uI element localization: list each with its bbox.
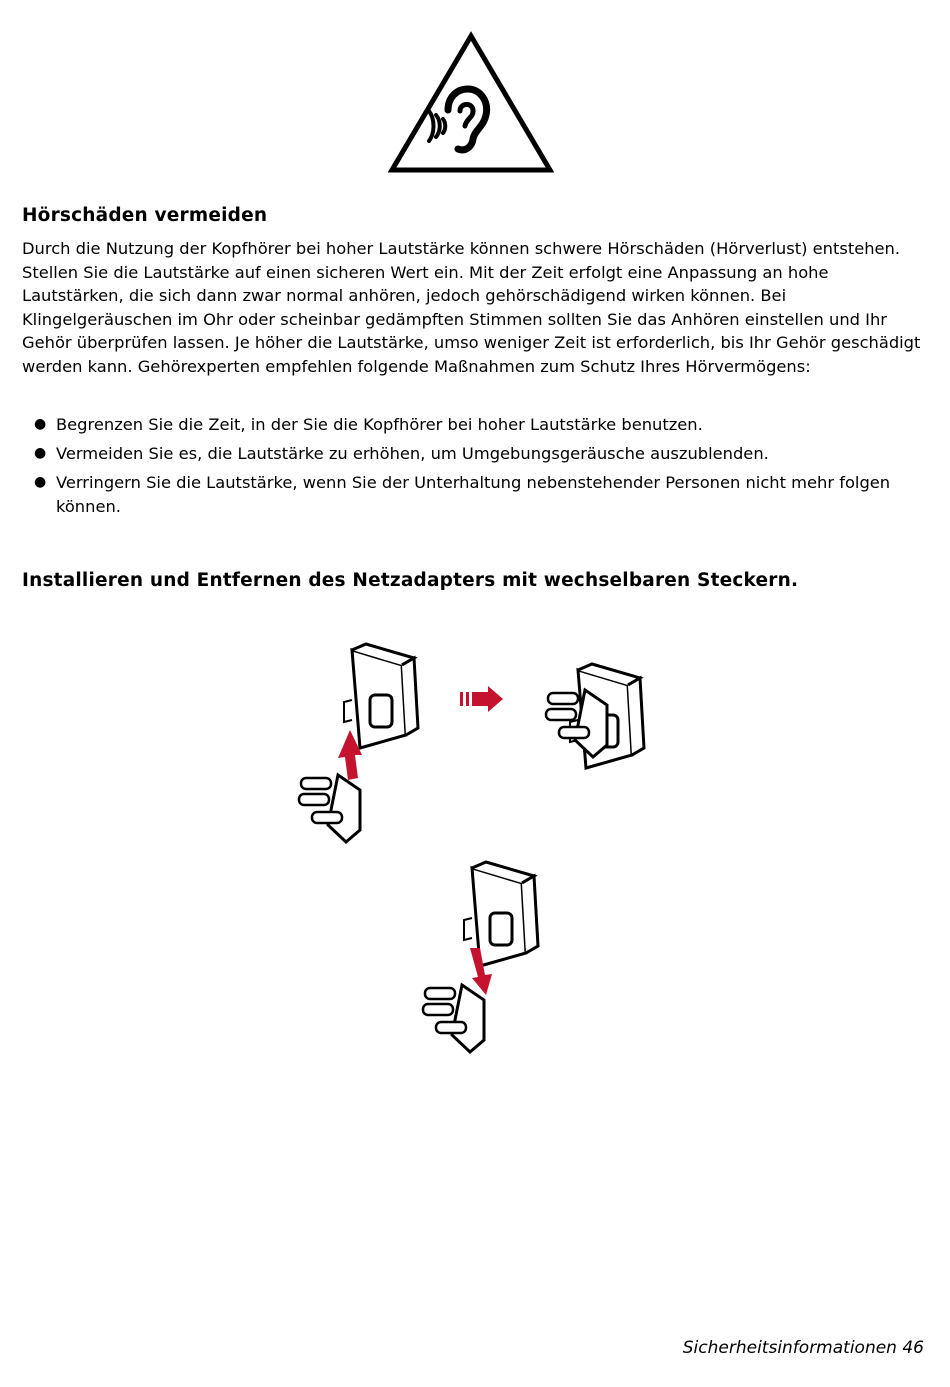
adapter-plug-illustration bbox=[290, 630, 660, 1060]
hearing-warning-icon bbox=[388, 31, 554, 175]
plug-removed-icon bbox=[423, 985, 484, 1052]
hearing-bullet-list bbox=[22, 413, 927, 524]
adapter-icon bbox=[344, 644, 418, 748]
list-item: ● Vermeiden Sie es, die Lautstärke zu erhöhen, um Umgebungsgeräusche auszublenden. bbox=[22, 442, 927, 466]
section-title-hearing: Hörschäden vermeiden bbox=[22, 205, 268, 226]
arrow-right-icon bbox=[460, 686, 503, 712]
bullet-icon: ● bbox=[34, 474, 47, 490]
plug-icon bbox=[299, 775, 360, 842]
page-footer: Sicherheitsinformationen 46 bbox=[682, 1338, 924, 1358]
list-item: ● Begrenzen Sie die Zeit, in der Sie die Kopfhörer bei hoher Lautstärke benutzen. bbox=[22, 413, 927, 437]
hearing-paragraph: Durch die Nutzung der Kopfhörer bei hoher Lautstärke können schwere Hörschäden (Hörverlust) entstehen. Stellen Sie die Lautstärke auf einen sicheren Wert ein. Mit der Zeit erfolgt eine Anpassung an hohe Lautstärken, die sich dann zwar normal anhören, jedoch gehörschädigend wirken können. Bei Klingelgeräuschen im Ohr oder scheinbar gedämpften Stimmen sollten Sie das Anhören einstellen und Ihr Gehör überprüfen lassen. Je höher die Lautstärke, umso weniger Zeit ist erforderlich, bis Ihr Gehör geschädigt werden kann. Gehörexperten empfehlen folgende Maßnahmen zum Schutz Ihres Hörvermögens: bbox=[22, 239, 921, 376]
bullet-icon: ● bbox=[34, 445, 47, 461]
list-item: ● Verringern Sie die Lautstärke, wenn Sie der Unterhaltung nebenstehender Personen nicht mehr folgen können. bbox=[34, 473, 891, 516]
bullet-icon: ● bbox=[34, 416, 47, 432]
section-title-adapter: Installieren und Entfernen des Netzadapters mit wechselbaren Steckern. bbox=[22, 570, 799, 591]
